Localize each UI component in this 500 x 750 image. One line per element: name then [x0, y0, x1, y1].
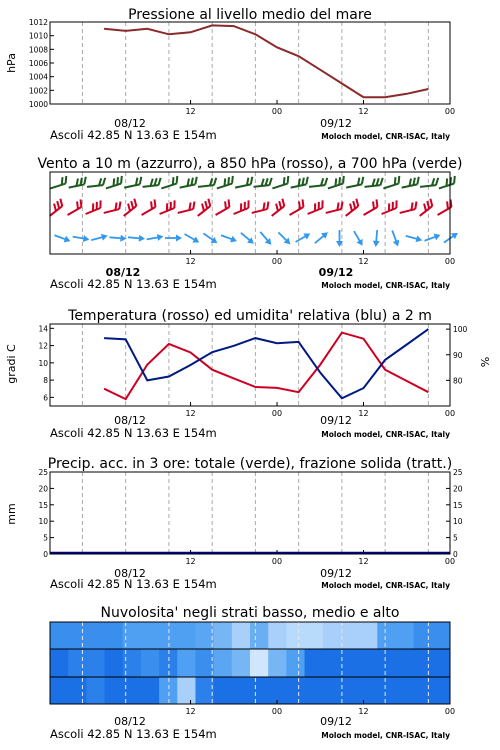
- cloud-xtick-label-1: 00: [271, 707, 283, 716]
- cloud-cell-2-19: [395, 677, 414, 704]
- temperature-gridlines: [82, 324, 428, 406]
- wind-700-barb-7-flag-0: [194, 177, 198, 184]
- wind-850-barb-15-flag-0: [340, 202, 345, 210]
- cloud-panel: [50, 605, 455, 741]
- wind-850-barb-19: [398, 202, 418, 213]
- temperature-frame: [50, 324, 450, 406]
- wind-700-barb-2-shaft: [87, 185, 103, 187]
- wind-850-barb-18: [379, 200, 399, 214]
- wind-700-barb-0-shaft: [50, 184, 65, 189]
- cloud-cell-0-0: [50, 622, 69, 649]
- precipitation-right-ytick-label-0: 0: [453, 550, 458, 559]
- wind-850-barb-21-flag-0: [448, 199, 454, 207]
- wind-850-barb-13: [286, 199, 306, 215]
- precipitation-frame: [50, 472, 450, 554]
- wind-xtick-label-3: 00: [444, 257, 456, 266]
- temperature-ytick-label-3: 12: [38, 341, 48, 351]
- cloud-cell-1-17: [359, 649, 378, 677]
- pressure-xtick-label-1: 00: [271, 107, 283, 116]
- pressure-series-line: [104, 25, 428, 97]
- wind-850-barb-3-shaft: [104, 209, 120, 213]
- wind-850-barb-14: [305, 200, 325, 214]
- precipitation-right-ytick-label-1: 5: [453, 533, 458, 543]
- wind-700-barb-8-flag-0: [213, 178, 217, 185]
- cloud-cell-2-8: [195, 677, 214, 704]
- cloud-date-2: 09/12: [320, 715, 352, 728]
- wind-850-barb-17-flag-0: [374, 199, 380, 207]
- wind-700-barb-12-flag-0: [285, 176, 290, 184]
- cloud-cell-2-21: [432, 677, 451, 704]
- cloud-xtick-label-0: 12: [185, 707, 196, 716]
- precipitation-right-ytick-label-3: 15: [453, 500, 463, 510]
- cloud-cell-0-19: [395, 622, 414, 649]
- wind-10m-arrow-19: [405, 233, 423, 244]
- temperature-ytick-label-0: 6: [43, 393, 48, 403]
- precipitation-location: Ascoli 42.85 N 13.63 E 154m: [50, 577, 217, 591]
- wind-850-barb-0: [45, 199, 64, 216]
- wind-10m-arrow-4: [128, 234, 146, 242]
- pressure-ytick-label-2: 1004: [28, 72, 48, 82]
- wind-700-barb-16-flag-0: [360, 177, 364, 184]
- cloud-cell-1-12: [268, 649, 287, 677]
- wind-700-barb-21: [437, 176, 457, 189]
- temperature-panel: [5, 308, 492, 440]
- precipitation-ytick-label-1: 5: [43, 533, 48, 543]
- precipitation-ytick-label-2: 10: [38, 517, 48, 527]
- temperature-ytick-label-2: 10: [38, 358, 48, 368]
- cloud-cell-0-9: [214, 622, 233, 649]
- wind-xtick-label-1: 00: [271, 257, 283, 266]
- pressure-xtick-label-2: 12: [358, 107, 369, 116]
- wind-location: Ascoli 42.85 N 13.63 E 154m: [50, 277, 217, 291]
- cloud-location: Ascoli 42.85 N 13.63 E 154m: [50, 727, 217, 741]
- wind-850-barb-10-flag-0: [246, 200, 251, 208]
- wind-850-barb-13-shaft: [290, 207, 304, 215]
- cloud-cell-0-7: [177, 622, 196, 649]
- wind-700-barb-17: [364, 178, 384, 187]
- wind-850-barb-19-shaft: [400, 209, 416, 213]
- cloud-cell-0-17: [359, 622, 378, 649]
- cloud-cell-1-18: [377, 649, 396, 677]
- wind-850-barb-11-flag-0: [266, 202, 271, 210]
- wind-10m-arrow-18-head: [393, 240, 402, 248]
- cloud-cell-0-1: [68, 622, 87, 649]
- wind-700-barb-21-flag-0: [452, 176, 457, 184]
- wind-850-barb-21-shaft: [438, 207, 452, 215]
- wind-850-barb-17: [360, 199, 380, 215]
- wind-700-barb-10-shaft: [235, 184, 251, 187]
- wind-700-barb-19-flag-0: [416, 177, 420, 184]
- wind-850-barb-8: [193, 199, 212, 216]
- humidity-ylabel: %: [479, 356, 492, 368]
- wind-barbs: [45, 176, 459, 248]
- wind-10m-arrow-12: [276, 230, 293, 247]
- pressure-ytick-label-3: 1006: [28, 59, 48, 68]
- cloud-cell-0-8: [195, 622, 214, 649]
- wind-10m-arrow-14: [313, 230, 331, 246]
- cloud-cell-2-16: [341, 677, 360, 704]
- cloud-cell-2-0: [50, 677, 69, 704]
- cloud-cell-0-14: [305, 622, 324, 649]
- wind-700-barb-14-shaft: [309, 185, 325, 187]
- wind-700-barb-13-flag-0: [305, 177, 309, 184]
- cloud-cell-1-14: [305, 649, 324, 677]
- wind-10m-arrow-13-head: [303, 230, 312, 239]
- precipitation-source: Moloch model, CNR-ISAC, Italy: [321, 581, 450, 590]
- cloud-cell-2-11: [250, 677, 269, 704]
- wind-date-2: 09/12: [318, 266, 354, 279]
- cloud-cell-1-20: [414, 649, 433, 677]
- precipitation-yticks-right: [446, 468, 463, 559]
- wind-850-barb-2: [83, 200, 103, 214]
- wind-10m-arrow-16-head: [356, 239, 365, 248]
- wind-700-barb-12: [270, 176, 290, 189]
- wind-850-barb-4: [119, 199, 138, 216]
- cloud-cell-0-18: [377, 622, 396, 649]
- wind-10m-arrow-0-head: [64, 236, 72, 245]
- wind-700-barb-2: [86, 178, 106, 187]
- wind-850-barb-10: [231, 200, 251, 214]
- wind-10m-arrow-3: [109, 234, 127, 242]
- wind-850-barb-15: [324, 202, 344, 213]
- cloud-cell-0-20: [414, 622, 433, 649]
- pressure-date-2: 09/12: [320, 117, 352, 130]
- wind-850-barb-2-flag-0: [98, 200, 103, 208]
- temperature-xtick-label-1: 00: [271, 409, 283, 418]
- pressure-title: Pressione al livello medio del mare: [128, 7, 372, 23]
- cloud-xtick-label-3: 00: [444, 707, 456, 716]
- humidity-ytick-label-2: 100: [453, 325, 468, 335]
- pressure-xtick-label-0: 12: [185, 107, 196, 116]
- precipitation-date-1: 08/12: [114, 567, 146, 580]
- cloud-cell-0-15: [323, 622, 342, 649]
- precipitation-right-ytick-label-4: 20: [453, 484, 463, 494]
- wind-850-barb-21: [434, 199, 454, 215]
- cloud-cell-2-5: [141, 677, 160, 704]
- wind-panel: [37, 156, 462, 291]
- cloud-cell-0-13: [286, 622, 305, 649]
- cloud-cell-1-9: [214, 649, 233, 677]
- wind-xtick-label-2: 12: [358, 257, 369, 266]
- wind-10m-arrow-17-head: [372, 241, 379, 248]
- precipitation-xtick-label-2: 12: [358, 557, 369, 566]
- wind-10m-arrow-6-head: [176, 235, 182, 242]
- pressure-xticks: [185, 100, 455, 116]
- wind-10m-arrow-20-head: [434, 232, 442, 241]
- wind-10m-arrow-6: [165, 235, 182, 242]
- precipitation-ytick-label-3: 15: [38, 500, 48, 510]
- cloud-cell-1-0: [50, 649, 69, 677]
- cloud-cell-1-11: [250, 649, 269, 677]
- temperature-ytick-label-1: 8: [43, 376, 48, 386]
- cloud-cell-2-20: [414, 677, 433, 704]
- cloud-cell-0-2: [86, 622, 105, 649]
- wind-700-barb-17-flag-0: [380, 178, 384, 185]
- temperature-xtick-label-0: 12: [185, 409, 196, 418]
- wind-700-barb-20-shaft: [420, 185, 436, 187]
- wind-700-barb-18-shaft: [383, 184, 398, 189]
- cloud-cell-1-1: [68, 649, 87, 677]
- wind-10m-arrow-17: [372, 230, 380, 248]
- pressure-ytick-label-6: 1012: [28, 18, 48, 27]
- wind-850-barb-7: [176, 202, 196, 213]
- wind-10m-arrow-1-head: [83, 235, 90, 243]
- precipitation-xtick-label-1: 00: [271, 557, 283, 566]
- wind-850-barb-7-shaft: [178, 209, 194, 213]
- cloud-cell-0-21: [432, 622, 451, 649]
- cloud-cell-0-10: [232, 622, 251, 649]
- cloud-cell-2-17: [359, 677, 378, 704]
- wind-850-barb-6: [157, 200, 177, 214]
- cloud-cell-1-15: [323, 649, 342, 677]
- cloud-cell-0-12: [268, 622, 287, 649]
- wind-700-barb-12-shaft: [272, 184, 287, 189]
- wind-850-barb-1-shaft: [68, 207, 82, 215]
- wind-date-1: 08/12: [105, 266, 141, 279]
- wind-700-barb-18: [381, 176, 401, 189]
- wind-850-barb-6-flag-0: [172, 200, 177, 208]
- precipitation-gridlines: [82, 472, 428, 554]
- wind-xticks: [185, 250, 455, 266]
- wind-10m-arrow-1: [72, 233, 90, 243]
- wind-850-barb-5-flag-0: [152, 199, 158, 207]
- precipitation-panel: [5, 456, 463, 591]
- wind-700-barb-8-shaft: [198, 185, 214, 187]
- wind-850-barb-9: [212, 199, 232, 215]
- cloud-cell-1-21: [432, 649, 451, 677]
- wind-850-barb-19-flag-0: [414, 202, 419, 210]
- precipitation-ytick-label-0: 0: [43, 550, 48, 559]
- precipitation-right-ytick-label-2: 10: [453, 517, 463, 527]
- wind-10m-arrow-13: [294, 230, 312, 245]
- wind-850-barb-1: [64, 199, 84, 215]
- wind-700-barb-0: [48, 176, 68, 189]
- humidity-ytick-label-1: 90: [453, 350, 463, 360]
- wind-700-barb-9-flag-0: [230, 176, 235, 184]
- wind-700-barb-1: [67, 177, 87, 188]
- wind-700-barb-5-flag-0: [158, 178, 162, 185]
- wind-700-barb-5: [142, 178, 162, 187]
- cloud-cells: [50, 622, 451, 704]
- cloud-cell-2-18: [377, 677, 396, 704]
- wind-700-barb-14-flag-0: [324, 178, 328, 185]
- wind-title: Vento a 10 m (azzurro), a 850 hPa (rosso), a 700 hPa (verde): [37, 156, 463, 172]
- wind-700-barb-15: [326, 176, 346, 189]
- wind-850-barb-12: [267, 199, 286, 216]
- wind-850-barb-9-flag-0: [226, 199, 232, 207]
- wind-700-barb-3: [104, 176, 124, 189]
- precipitation-date-2: 09/12: [320, 567, 352, 580]
- cloud-cell-0-5: [141, 622, 160, 649]
- cloud-cell-1-2: [86, 649, 105, 677]
- temperature-date-2: 09/12: [320, 414, 352, 427]
- pressure-ytick-label-4: 1008: [28, 45, 48, 55]
- temperature-source: Moloch model, CNR-ISAC, Italy: [321, 430, 450, 439]
- wind-850-barb-17-shaft: [364, 207, 378, 215]
- temperature-xtick-label-2: 12: [358, 409, 369, 418]
- cloud-cell-2-3: [105, 677, 124, 704]
- wind-700-barb-16-shaft: [346, 184, 362, 187]
- cloud-cell-0-16: [341, 622, 360, 649]
- wind-700-barb-18-flag-0: [396, 176, 401, 184]
- temperature-date-1: 08/12: [114, 414, 146, 427]
- wind-700-barb-10-flag-0: [249, 177, 253, 184]
- temperature-xtick-label-3: 00: [444, 409, 456, 418]
- precipitation-title: Precip. acc. in 3 ore: totale (verde), frazione solida (tratt.): [47, 456, 453, 472]
- wind-850-barb-3-flag-0: [118, 202, 123, 210]
- wind-10m-arrow-7-head: [192, 236, 201, 245]
- cloud-cell-2-2: [86, 677, 105, 704]
- wind-700-barb-20: [419, 178, 439, 187]
- wind-850-barb-20: [415, 199, 434, 216]
- pressure-ytick-label-5: 1010: [28, 31, 48, 41]
- wind-10m-arrow-19-head: [415, 235, 423, 243]
- precipitation-ytick-label-5: 25: [38, 468, 48, 477]
- wind-700-barb-4-shaft: [124, 184, 140, 187]
- wind-700-barb-16: [345, 177, 365, 188]
- cloud-cell-1-8: [195, 649, 214, 677]
- cloud-cell-2-15: [323, 677, 342, 704]
- pressure-ylabel: hPa: [5, 53, 18, 73]
- wind-850-barb-5: [138, 199, 158, 215]
- wind-10m-arrow-7: [183, 231, 201, 246]
- precipitation-yticks: [38, 468, 54, 559]
- cloud-date-1: 08/12: [114, 715, 146, 728]
- precipitation-xtick-label-3: 00: [444, 557, 456, 566]
- cloud-xtick-label-2: 12: [358, 707, 369, 716]
- cloud-cell-1-16: [341, 649, 360, 677]
- wind-10m-arrow-20: [423, 232, 441, 244]
- cloud-title: Nuvolosita' negli strati basso, medio e alto: [100, 605, 400, 621]
- cloud-cell-1-10: [232, 649, 251, 677]
- wind-10m-arrow-5-head: [157, 233, 164, 241]
- temperature-ytick-label-4: 14: [38, 324, 48, 334]
- cloud-cell-2-9: [214, 677, 233, 704]
- wind-10m-arrow-4-head: [139, 235, 146, 242]
- wind-700-barb-4-flag-0: [138, 177, 142, 184]
- wind-10m-arrow-9: [220, 232, 238, 244]
- cloud-cell-2-13: [286, 677, 305, 704]
- pressure-source: Moloch model, CNR-ISAC, Italy: [321, 132, 450, 141]
- wind-10m-arrow-18: [389, 229, 401, 247]
- precipitation-xtick-label-0: 12: [185, 557, 196, 566]
- wind-700-barb-20-flag-0: [435, 178, 439, 185]
- wind-10m-arrow-2: [90, 232, 108, 243]
- wind-850-barb-16: [341, 199, 360, 216]
- cloud-cell-2-7: [177, 677, 196, 704]
- wind-10m-arrow-16: [351, 229, 366, 247]
- pressure-ytick-label-1: 1002: [28, 86, 48, 96]
- pressure-frame: [50, 22, 450, 104]
- precipitation-ytick-label-4: 20: [38, 484, 48, 494]
- temperature-ylabel: gradi C: [5, 344, 18, 384]
- wind-700-barb-11-flag-0: [269, 178, 273, 185]
- cloud-cell-1-5: [141, 649, 160, 677]
- wind-850-barb-1-flag-0: [78, 199, 84, 207]
- pressure-panel: [5, 7, 455, 142]
- wind-700-barb-13: [289, 177, 309, 188]
- wind-source: Moloch model, CNR-ISAC, Italy: [321, 281, 450, 290]
- wind-850-barb-7-flag-0: [192, 202, 197, 210]
- precipitation-right-ytick-label-5: 25: [453, 468, 463, 477]
- wind-850-barb-11: [250, 202, 270, 213]
- wind-xtick-label-0: 12: [185, 257, 196, 266]
- wind-850-barb-18-flag-0: [394, 200, 399, 208]
- wind-850-barb-13-flag-0: [300, 199, 306, 207]
- wind-700-barb-1-flag-0: [83, 177, 87, 184]
- wind-850-barb-15-shaft: [326, 209, 342, 213]
- wind-700-barb-0-flag-0: [63, 176, 68, 184]
- wind-10m-arrow-8: [201, 231, 219, 246]
- temperature-title: Temperatura (rosso) ed umidita' relativa (blu) a 2 m: [68, 308, 432, 324]
- cloud-cell-2-12: [268, 677, 287, 704]
- wind-10m-arrow-11: [258, 230, 274, 248]
- cloud-cell-2-10: [232, 677, 251, 704]
- temperature-yticks: [38, 324, 54, 402]
- wind-10m-arrow-21: [442, 230, 460, 245]
- wind-700-barb-2-flag-0: [102, 178, 106, 185]
- wind-10m-arrow-5: [146, 233, 164, 243]
- cloud-cell-0-11: [250, 622, 269, 649]
- cloud-cell-2-1: [68, 677, 87, 704]
- wind-850-barb-14-flag-0: [320, 200, 325, 208]
- precipitation-ylabel: mm: [5, 503, 18, 525]
- cloud-cell-1-3: [105, 649, 124, 677]
- cloud-cell-1-19: [395, 649, 414, 677]
- wind-700-barb-8: [197, 178, 217, 187]
- wind-850-barb-3: [102, 202, 122, 213]
- wind-700-barb-10: [234, 177, 254, 188]
- wind-700-barb-7: [178, 177, 198, 188]
- wind-850-barb-9-shaft: [216, 207, 230, 215]
- cloud-cell-1-7: [177, 649, 196, 677]
- pressure-xtick-label-3: 00: [444, 107, 456, 116]
- wind-850-barb-5-shaft: [142, 207, 156, 215]
- wind-700-barb-9: [215, 176, 235, 189]
- temperature-location: Ascoli 42.85 N 13.63 E 154m: [50, 426, 217, 440]
- cloud-source: Moloch model, CNR-ISAC, Italy: [321, 731, 450, 740]
- wind-10m-arrow-0: [53, 232, 71, 244]
- wind-10m-arrow-10: [239, 230, 257, 246]
- wind-700-barb-19: [400, 177, 420, 188]
- cloud-cell-1-13: [286, 649, 305, 677]
- wind-10m-arrow-9-head: [230, 236, 238, 245]
- wind-700-barb-3-flag-0: [119, 176, 124, 184]
- wind-700-barb-6-flag-0: [174, 176, 179, 184]
- humidity-ytick-label-0: 80: [453, 376, 463, 386]
- wind-850-barb-11-shaft: [252, 209, 268, 213]
- cloud-cell-2-14: [305, 677, 324, 704]
- wind-10m-arrow-2-head: [101, 232, 109, 240]
- humidity-yticks: [446, 325, 468, 385]
- pressure-ytick-label-0: 1000: [28, 100, 48, 109]
- cloud-cell-0-3: [105, 622, 124, 649]
- wind-700-barb-14: [308, 178, 328, 187]
- pressure-location: Ascoli 42.85 N 13.63 E 154m: [50, 128, 217, 142]
- pressure-date-1: 08/12: [114, 117, 146, 130]
